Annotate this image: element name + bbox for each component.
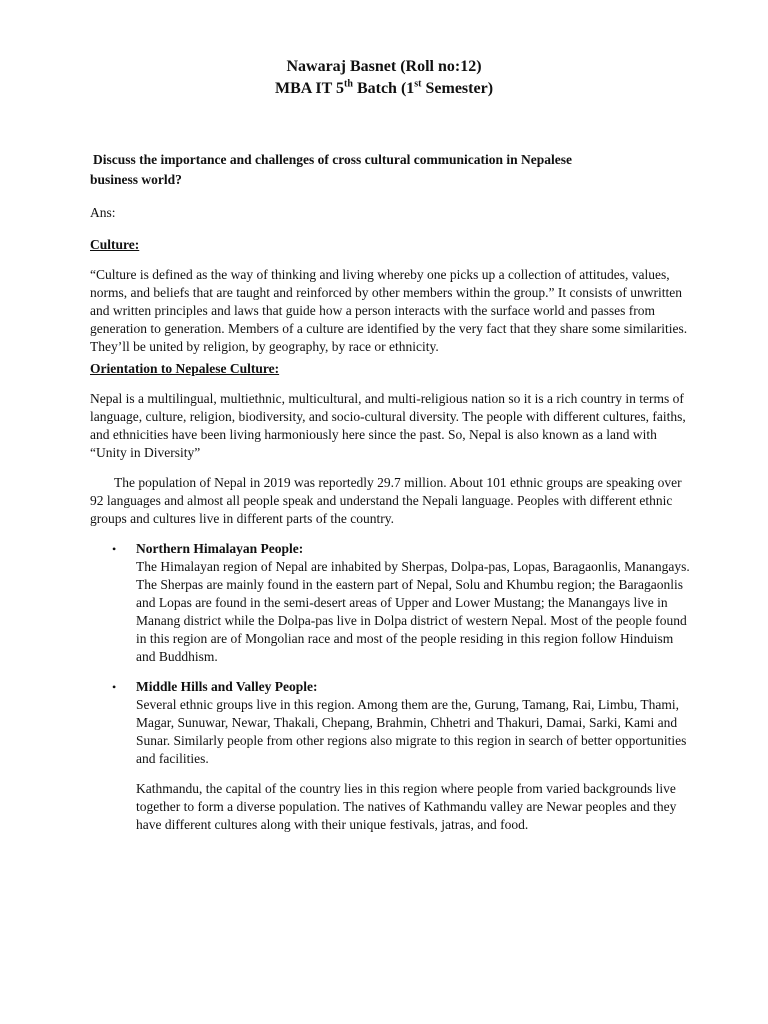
bullet-title: Middle Hills and Valley People: [136,679,318,694]
bullet-text: The Himalayan region of Nepal are inhabited by Sherpas, Dolpa-pas, Lopas, Baragaonlis, Manangays. The Sherpas are mainly found in the eastern part of Nepal, Solu and Khumbu region; the Baragaonlis and Lopas are found in the semi-desert areas of Upper and Lower Mustang; the Manangays live in Manang district while the Dolpa-pas live in Dolpa district of western Nepal. Most of the people found in this region are of Mongolian race and most of the people residing in this region follow Hinduism and Buddhism. [136,559,690,664]
author-line: Nawaraj Basnet (Roll no:12) [286,58,482,75]
question-line-1: Discuss the importance and challenges of cross cultural communication in Nepalese [93,152,572,167]
document-header [0,56,768,100]
question [90,150,690,190]
question-line-2: business world? [90,172,182,187]
region-list [90,540,690,834]
bullet-title: Northern Himalayan People: [136,541,304,556]
culture-paragraph: “Culture is defined as the way of thinking and living whereby one picks up a collection of attitudes, values, norms, and beliefs that are taught and reinforced by other members within the group.” It consists of unwritten and written principles and laws that guide how a person interacts with the surface world and passes from generation to generation. Members of a culture are identified by the very fact that they share some similarities. They’ll be united by religion, by geography, by race or ethnicity. [90,267,688,354]
answer-label: Ans: [90,205,116,220]
culture-heading: Culture: [90,237,140,252]
bullet-icon: • [112,542,117,556]
course-line: MBA IT 5th Batch (1st Semester) [274,78,494,97]
orientation-paragraph-2: The population of Nepal in 2019 was reportedly 29.7 million. About 101 ethnic groups are speaking over 92 languages and almost all people speak and understand the Nepali language. Peoples with different ethnic groups and cultures live in different parts of the country. [90,475,682,526]
orientation-heading: Orientation to Nepalese Culture: [90,361,280,376]
list-item [90,540,690,666]
orientation-paragraph-1: Nepal is a multilingual, multiethnic, multicultural, and multi-religious nation so it is a rich country in terms of language, culture, religion, biodiversity, and socio-cultural diversity. The people with different cultures, faiths, and ethnicities have been living harmoniously here since the past. So, Nepal is also known as a land with “Unity in Diversity” [90,391,686,460]
bullet-icon: • [112,680,117,694]
list-item [90,678,690,834]
document-body [90,150,690,846]
bullet-text: Several ethnic groups live in this region. Among them are the, Gurung, Tamang, Rai, Limbu, Thami, Magar, Sunuwar, Newar, Thakali, Chepang, Brahmin, Chhetri and Thakuri, Damai, Sarki, Kami and Sunar. Similarly people from other regions also migrate to this region in search of better opportunities and facilities. [136,697,687,766]
bullet-extra-text: Kathmandu, the capital of the country lies in this region where people from varied backgrounds live together to form a diverse population. The natives of Kathmandu valley are Newar peoples and they have different cultures along with their unique festivals, jatras, and food. [136,781,677,832]
